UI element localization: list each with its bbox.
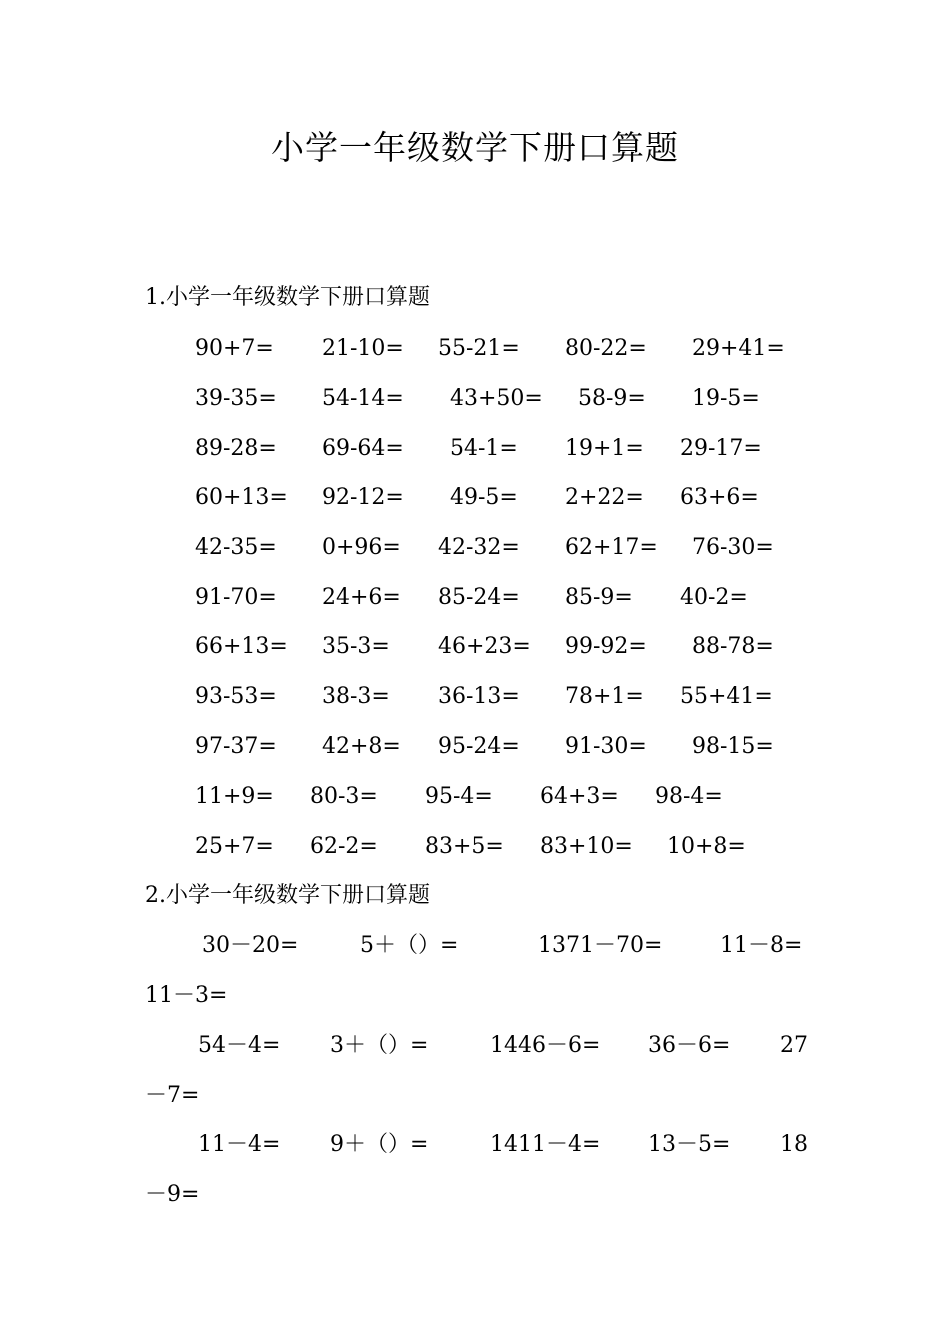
- problem-row: [0, 384, 950, 414]
- problem-cell: 91-70=: [195, 585, 277, 610]
- problem-cell: 80-3=: [310, 784, 378, 809]
- problem-cell: 76-30=: [692, 535, 774, 560]
- problem-cell: 85-24=: [438, 585, 520, 610]
- problem-cell: 62+17=: [565, 535, 658, 560]
- problem-cell: 35-3=: [322, 634, 390, 659]
- problem-wrap-line: 11－3=: [145, 983, 228, 1008]
- problem-cell: 66+13=: [195, 634, 288, 659]
- problem-cell: 29+41=: [692, 336, 785, 361]
- problem-wrap-line: －9=: [145, 1182, 200, 1207]
- problem-cell: 90+7=: [195, 336, 274, 361]
- problem-cell: 54－4=: [198, 1033, 281, 1058]
- problem-row: [0, 1130, 950, 1160]
- problem-cell: 55+41=: [680, 684, 773, 709]
- problem-cell: 13－5=: [648, 1132, 731, 1157]
- problem-row: [0, 732, 950, 762]
- problem-cell: 95-24=: [438, 734, 520, 759]
- problem-row: [0, 434, 950, 464]
- problem-cell: 88-78=: [692, 634, 774, 659]
- problem-row: [0, 782, 950, 812]
- problem-row: [0, 632, 950, 662]
- problem-cell: 62-2=: [310, 834, 378, 859]
- problem-cell: 29-17=: [680, 436, 762, 461]
- problem-cell: 27: [780, 1033, 808, 1058]
- problem-cell: 99-92=: [565, 634, 647, 659]
- problem-cell: 0+96=: [322, 535, 401, 560]
- problem-cell: 24+6=: [322, 585, 401, 610]
- problem-row: [0, 1031, 950, 1061]
- problem-cell: 19-5=: [692, 386, 760, 411]
- problem-cell: 1446－6=: [490, 1033, 601, 1058]
- page-title: 小学一年级数学下册口算题: [271, 128, 679, 167]
- problem-cell: 42-32=: [438, 535, 520, 560]
- problem-cell: 54-1=: [450, 436, 518, 461]
- problem-cell: 97-37=: [195, 734, 277, 759]
- section-2-heading: 2.小学一年级数学下册口算题: [145, 883, 430, 908]
- problem-row: [0, 931, 950, 961]
- section-1-heading: 1.小学一年级数学下册口算题: [145, 285, 430, 310]
- problem-cell: 69-64=: [322, 436, 404, 461]
- problem-wrap-line: －7=: [145, 1083, 200, 1108]
- problem-cell: 9＋（）=: [330, 1132, 429, 1157]
- problem-cell: 54-14=: [322, 386, 404, 411]
- problem-cell: 36-13=: [438, 684, 520, 709]
- problem-cell: 21-10=: [322, 336, 404, 361]
- problem-cell: 25+7=: [195, 834, 274, 859]
- problem-cell: 89-28=: [195, 436, 277, 461]
- problem-cell: 60+13=: [195, 485, 288, 510]
- problem-cell: 98-15=: [692, 734, 774, 759]
- problem-cell: 39-35=: [195, 386, 277, 411]
- problem-cell: 19+1=: [565, 436, 644, 461]
- problem-cell: 80-22=: [565, 336, 647, 361]
- problem-cell: 42+8=: [322, 734, 401, 759]
- problem-cell: 1411－4=: [490, 1132, 601, 1157]
- problem-cell: 78+1=: [565, 684, 644, 709]
- problem-cell: 40-2=: [680, 585, 748, 610]
- problem-row: [0, 483, 950, 513]
- problem-cell: 83+10=: [540, 834, 633, 859]
- problem-cell: 11－4=: [198, 1132, 281, 1157]
- problem-row: [0, 583, 950, 613]
- problem-row: [0, 682, 950, 712]
- problem-cell: 63+6=: [680, 485, 759, 510]
- problem-cell: 43+50=: [450, 386, 543, 411]
- problem-cell: 83+5=: [425, 834, 504, 859]
- problem-cell: 49-5=: [450, 485, 518, 510]
- problem-cell: 36－6=: [648, 1033, 731, 1058]
- problem-cell: 38-3=: [322, 684, 390, 709]
- problem-cell: 95-4=: [425, 784, 493, 809]
- problem-row: [0, 533, 950, 563]
- problem-cell: 1371－70=: [538, 933, 663, 958]
- problem-cell: 58-9=: [578, 386, 646, 411]
- problem-cell: 46+23=: [438, 634, 531, 659]
- problem-cell: 91-30=: [565, 734, 647, 759]
- problem-row: [0, 334, 950, 364]
- problem-cell: 98-4=: [655, 784, 723, 809]
- problem-cell: 18: [780, 1132, 808, 1157]
- problem-cell: 64+3=: [540, 784, 619, 809]
- problem-cell: 11－8=: [720, 933, 803, 958]
- problem-cell: 30－20=: [202, 933, 299, 958]
- problem-cell: 10+8=: [667, 834, 746, 859]
- problem-cell: 93-53=: [195, 684, 277, 709]
- problem-cell: 55-21=: [438, 336, 520, 361]
- problem-cell: 85-9=: [565, 585, 633, 610]
- problem-cell: 3＋（）=: [330, 1033, 429, 1058]
- problem-row: [0, 832, 950, 862]
- problem-cell: 5＋（）=: [360, 933, 459, 958]
- problem-cell: 42-35=: [195, 535, 277, 560]
- problem-cell: 2+22=: [565, 485, 644, 510]
- problem-cell: 11+9=: [195, 784, 274, 809]
- problem-cell: 92-12=: [322, 485, 404, 510]
